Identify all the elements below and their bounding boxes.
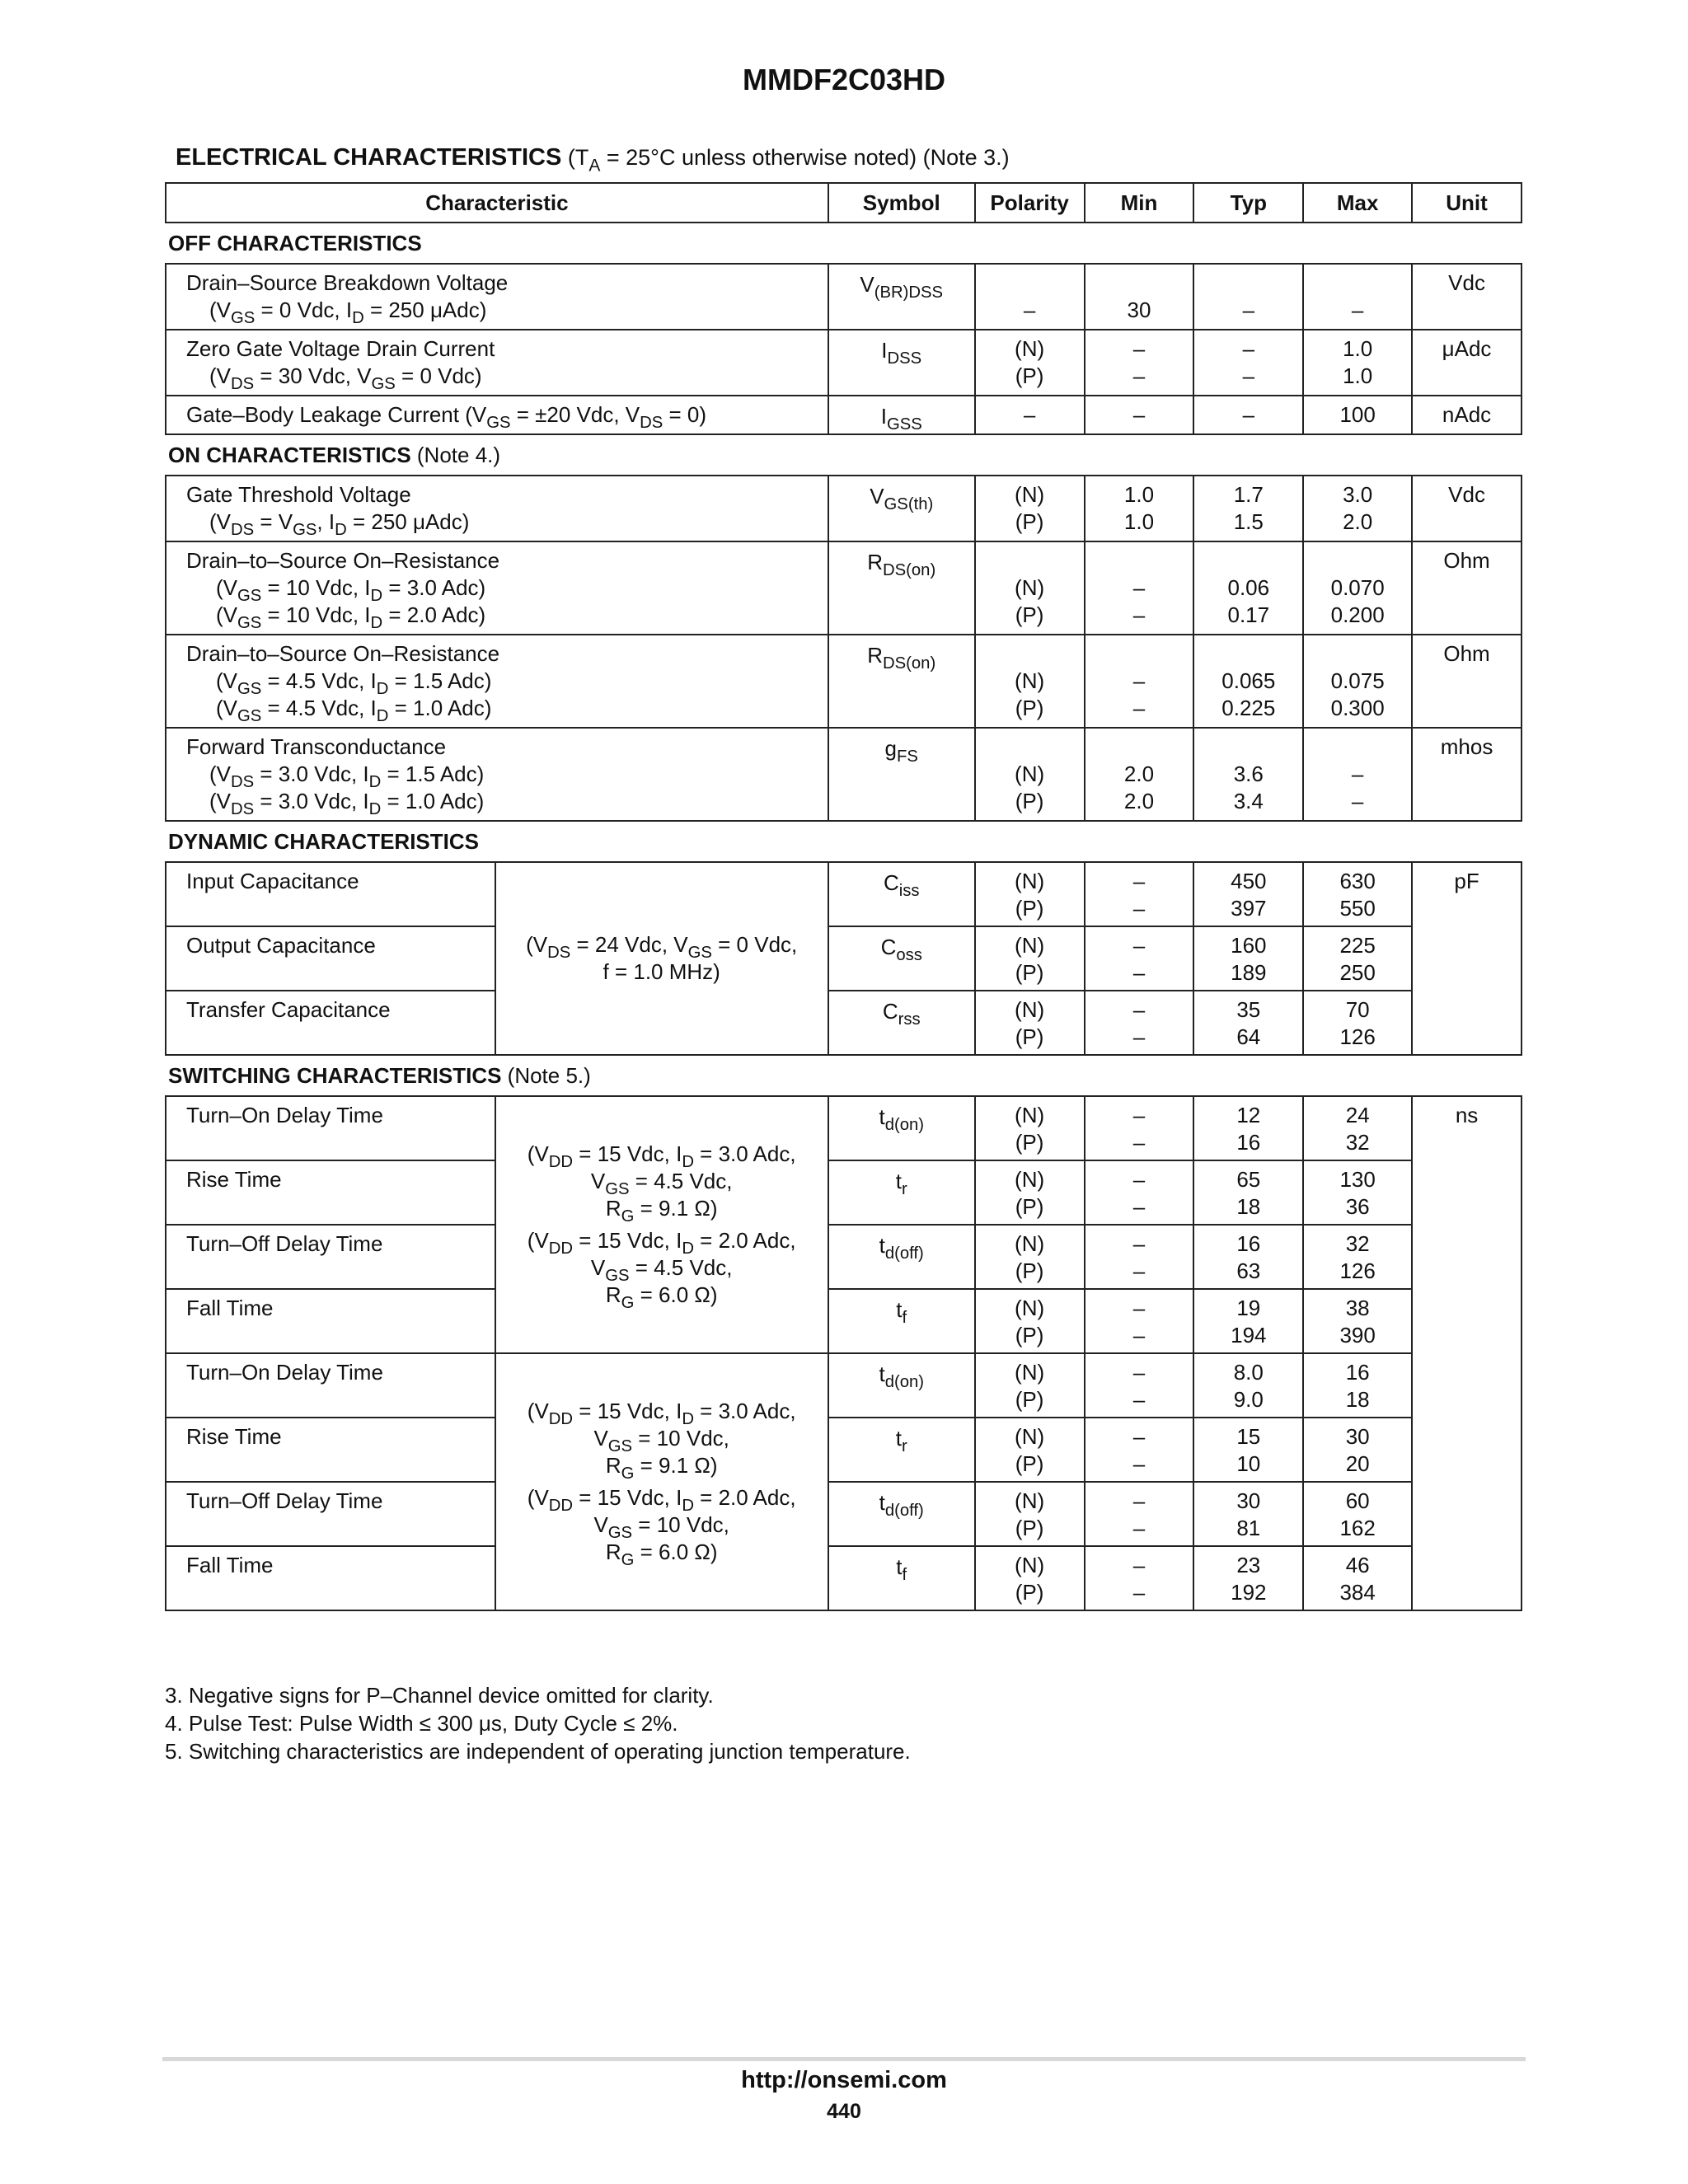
min-cell: 1.0 1.0 bbox=[1085, 476, 1194, 541]
max-cell: 100 bbox=[1303, 396, 1412, 434]
unit-cell: Vdc bbox=[1412, 476, 1522, 541]
table-header-row bbox=[166, 183, 1522, 223]
unit-cell: Ohm bbox=[1412, 541, 1522, 635]
typ-cell: 1.7 1.5 bbox=[1193, 476, 1303, 541]
min-cell: – – bbox=[1085, 926, 1194, 991]
document-title: MMDF2C03HD bbox=[742, 63, 946, 96]
min-cell: – – bbox=[1085, 1546, 1194, 1610]
polarity-cell: (N) (P) bbox=[975, 1482, 1085, 1546]
section-row-on bbox=[166, 434, 1522, 476]
max-cell: 24 32 bbox=[1303, 1096, 1412, 1160]
max-cell: 1.0 1.0 bbox=[1303, 330, 1412, 396]
test-condition-cell: ($V_{DS} = 24$ Vdc, $V_{GS} = 0$ Vdc, f = 1.0 MHz) bbox=[495, 862, 828, 1055]
column-header-unit: Unit bbox=[1412, 183, 1522, 223]
typ-cell: – bbox=[1193, 396, 1303, 434]
min-cell: – – bbox=[1085, 1096, 1194, 1160]
polarity-cell: (N) (P) bbox=[975, 926, 1085, 991]
symbol-cell: $C_{rss}$ bbox=[828, 991, 975, 1055]
min-cell: 30 bbox=[1085, 264, 1194, 330]
typ-cell: – – bbox=[1193, 330, 1303, 396]
section-row-off bbox=[166, 223, 1522, 264]
symbol-cell: $t_{d(on)}$ bbox=[828, 1353, 975, 1418]
table-row bbox=[166, 1160, 1522, 1225]
symbol-cell: $R_{DS(on)}$ bbox=[828, 635, 975, 728]
characteristic-cell: Turn–Off Delay Time bbox=[166, 1482, 495, 1546]
characteristic-cell: Output Capacitance bbox=[166, 926, 495, 991]
symbol-cell: $V_{GS(th)}$ bbox=[828, 476, 975, 541]
table-row bbox=[166, 1096, 1522, 1160]
unit-cell: Ohm bbox=[1412, 635, 1522, 728]
characteristic-cell: Zero Gate Voltage Drain Current ($V_{DS} = 30$ Vdc, $V_{GS} = 0$ Vdc) bbox=[166, 330, 828, 396]
table-row bbox=[166, 264, 1522, 330]
characteristic-cell: Gate–Body Leakage Current ($V_{GS} = \pm 20$ Vdc, $V_{DS} = 0$) bbox=[166, 396, 828, 434]
column-header-typ: Typ bbox=[1193, 183, 1303, 223]
unit-cell: nAdc bbox=[1412, 396, 1522, 434]
typ-cell: 30 81 bbox=[1193, 1482, 1303, 1546]
polarity-cell: (N) (P) bbox=[975, 1546, 1085, 1610]
page-number: 440 bbox=[827, 2100, 861, 2123]
min-cell: – – bbox=[1085, 1353, 1194, 1418]
typ-cell: 35 64 bbox=[1193, 991, 1303, 1055]
table-row bbox=[166, 1546, 1522, 1610]
footer-divider bbox=[162, 2057, 1526, 2061]
polarity-cell: (N) (P) bbox=[975, 1225, 1085, 1289]
min-cell: – – bbox=[1085, 635, 1194, 728]
polarity-cell: (N) (P) bbox=[975, 635, 1085, 728]
typ-cell: 3.6 3.4 bbox=[1193, 728, 1303, 821]
footnote: 4. Pulse Test: Pulse Width ≤ 300 μs, Duty Cycle ≤ 2%. bbox=[165, 1711, 678, 1736]
symbol-cell: $t_f$ bbox=[828, 1289, 975, 1353]
characteristic-cell: Turn–On Delay Time bbox=[166, 1353, 495, 1418]
polarity-cell: (N) (P) bbox=[975, 1096, 1085, 1160]
unit-cell: pF bbox=[1412, 862, 1522, 1055]
typ-cell: 12 16 bbox=[1193, 1096, 1303, 1160]
characteristic-cell: Input Capacitance bbox=[166, 862, 495, 926]
polarity-cell: (N) (P) bbox=[975, 541, 1085, 635]
min-cell: – – bbox=[1085, 862, 1194, 926]
symbol-cell: $g_{FS}$ bbox=[828, 728, 975, 821]
max-cell: 0.070 0.200 bbox=[1303, 541, 1412, 635]
max-cell: 60 162 bbox=[1303, 1482, 1412, 1546]
column-header-symbol: Symbol bbox=[828, 183, 975, 223]
polarity-cell: (N) (P) bbox=[975, 1353, 1085, 1418]
characteristic-cell: Turn–On Delay Time bbox=[166, 1096, 495, 1160]
max-cell: 130 36 bbox=[1303, 1160, 1412, 1225]
typ-cell: 160 189 bbox=[1193, 926, 1303, 991]
typ-cell: 0.06 0.17 bbox=[1193, 541, 1303, 635]
polarity-cell: (N) (P) bbox=[975, 862, 1085, 926]
column-header-min: Min bbox=[1085, 183, 1194, 223]
table-row bbox=[166, 476, 1522, 541]
characteristic-cell: Transfer Capacitance bbox=[166, 991, 495, 1055]
max-cell: 0.075 0.300 bbox=[1303, 635, 1412, 728]
max-cell: 70 126 bbox=[1303, 991, 1412, 1055]
polarity-cell: (N) (P) bbox=[975, 1418, 1085, 1482]
max-cell: – bbox=[1303, 264, 1412, 330]
table-row bbox=[166, 1482, 1522, 1546]
min-cell: – – bbox=[1085, 1225, 1194, 1289]
table-row bbox=[166, 1289, 1522, 1353]
polarity-cell: (N) (P) bbox=[975, 1289, 1085, 1353]
section-title: OFF CHARACTERISTICS bbox=[166, 223, 1522, 264]
table-row bbox=[166, 330, 1522, 396]
section-title: ON CHARACTERISTICS (Note 4.) bbox=[166, 434, 1522, 476]
section-title: SWITCHING CHARACTERISTICS (Note 5.) bbox=[166, 1055, 1522, 1096]
min-cell: – bbox=[1085, 396, 1194, 434]
symbol-cell: $t_r$ bbox=[828, 1160, 975, 1225]
min-cell: – – bbox=[1085, 1160, 1194, 1225]
characteristic-cell: Drain–to–Source On–Resistance ($V_{GS} = 10$ Vdc, $I_D = 3.0$ Adc) ($V_{GS} = 10$ Vdc, $I_D = 2.0$ Adc) bbox=[166, 541, 828, 635]
section-title: DYNAMIC CHARACTERISTICS bbox=[166, 821, 1522, 862]
footnote: 3. Negative signs for P–Channel device omitted for clarity. bbox=[165, 1683, 714, 1708]
min-cell: – – bbox=[1085, 1418, 1194, 1482]
max-cell: 32 126 bbox=[1303, 1225, 1412, 1289]
characteristic-cell: Rise Time bbox=[166, 1418, 495, 1482]
test-condition-cell: ($V_{DD} = 15$ Vdc, $I_D = 3.0$ Adc, $V_{GS} = 4.5$ Vdc, $R_G = 9.1$ Ω) ($V_{DD} = 15$ Vdc, $I_D = 2.0$ Adc, $V_{GS} = 4.5$ Vdc, $R_G = 6.0$ Ω) bbox=[495, 1096, 828, 1353]
min-cell: 2.0 2.0 bbox=[1085, 728, 1194, 821]
polarity-cell: – bbox=[975, 264, 1085, 330]
min-cell: – – bbox=[1085, 1482, 1194, 1546]
characteristic-cell: Drain–to–Source On–Resistance ($V_{GS} = 4.5$ Vdc, $I_D = 1.5$ Adc) ($V_{GS} = 4.5$ Vdc, $I_D = 1.0$ Adc) bbox=[166, 635, 828, 728]
symbol-cell: $C_{oss}$ bbox=[828, 926, 975, 991]
table-row bbox=[166, 541, 1522, 635]
typ-cell: 23 192 bbox=[1193, 1546, 1303, 1610]
section-row-dynamic bbox=[166, 821, 1522, 862]
polarity-cell: (N) (P) bbox=[975, 330, 1085, 396]
typ-cell: 450 397 bbox=[1193, 862, 1303, 926]
table-row bbox=[166, 926, 1522, 991]
table-row bbox=[166, 396, 1522, 434]
max-cell: 630 550 bbox=[1303, 862, 1412, 926]
table-heading-conditions: ($T_A = 25^\circ C$ unless otherwise noted) (Note 3.) bbox=[567, 145, 1010, 176]
table-heading-title: ELECTRICAL CHARACTERISTICS bbox=[176, 144, 562, 171]
max-cell: 225 250 bbox=[1303, 926, 1412, 991]
table-row bbox=[166, 1225, 1522, 1289]
max-cell: 3.0 2.0 bbox=[1303, 476, 1412, 541]
polarity-cell: (N) (P) bbox=[975, 991, 1085, 1055]
min-cell: – – bbox=[1085, 991, 1194, 1055]
characteristic-cell: Drain–Source Breakdown Voltage ($V_{GS} = 0$ Vdc, $I_D = 250$ μAdc) bbox=[166, 264, 828, 330]
min-cell: – – bbox=[1085, 1289, 1194, 1353]
symbol-cell: $t_{d(off)}$ bbox=[828, 1225, 975, 1289]
footer-url-link[interactable]: http://onsemi.com bbox=[741, 2067, 947, 2093]
symbol-cell: $C_{iss}$ bbox=[828, 862, 975, 926]
table-row bbox=[166, 1353, 1522, 1418]
symbol-cell: $V_{(BR)DSS}$ bbox=[828, 264, 975, 330]
typ-cell: 8.0 9.0 bbox=[1193, 1353, 1303, 1418]
table-row bbox=[166, 1418, 1522, 1482]
unit-cell: Vdc bbox=[1412, 264, 1522, 330]
typ-cell: 16 63 bbox=[1193, 1225, 1303, 1289]
symbol-cell: $t_{d(off)}$ bbox=[828, 1482, 975, 1546]
column-header-characteristic: Characteristic bbox=[166, 183, 828, 223]
max-cell: – – bbox=[1303, 728, 1412, 821]
characteristic-cell: Fall Time bbox=[166, 1289, 495, 1353]
table-row bbox=[166, 728, 1522, 821]
characteristic-cell: Gate Threshold Voltage ($V_{DS} = V_{GS}$, $I_D = 250$ μAdc) bbox=[166, 476, 828, 541]
typ-cell: 0.065 0.225 bbox=[1193, 635, 1303, 728]
polarity-cell: – bbox=[975, 396, 1085, 434]
test-condition-cell: ($V_{DD} = 15$ Vdc, $I_D = 3.0$ Adc, $V_{GS} = 10$ Vdc, $R_G = 9.1$ Ω) ($V_{DD} = 15$ Vdc, $I_D = 2.0$ Adc, $V_{GS} = 10$ Vdc, $R_G = 6.0$ Ω) bbox=[495, 1353, 828, 1610]
max-cell: 38 390 bbox=[1303, 1289, 1412, 1353]
column-header-max: Max bbox=[1303, 183, 1412, 223]
electrical-characteristics-table bbox=[165, 182, 1522, 1611]
column-header-polarity: Polarity bbox=[975, 183, 1085, 223]
symbol-cell: $I_{GSS}$ bbox=[828, 396, 975, 434]
characteristic-cell: Forward Transconductance ($V_{DS} = 3.0$ Vdc, $I_D = 1.5$ Adc) ($V_{DS} = 3.0$ Vdc, $I_D = 1.0$ Adc) bbox=[166, 728, 828, 821]
typ-cell: 19 194 bbox=[1193, 1289, 1303, 1353]
max-cell: 30 20 bbox=[1303, 1418, 1412, 1482]
symbol-cell: $R_{DS(on)}$ bbox=[828, 541, 975, 635]
table-row bbox=[166, 635, 1522, 728]
table-row bbox=[166, 862, 1522, 926]
table-heading bbox=[176, 144, 1010, 176]
min-cell: – – bbox=[1085, 330, 1194, 396]
symbol-cell: $t_{d(on)}$ bbox=[828, 1096, 975, 1160]
unit-cell: mhos bbox=[1412, 728, 1522, 821]
max-cell: 46 384 bbox=[1303, 1546, 1412, 1610]
footnote: 5. Switching characteristics are independent of operating junction temperature. bbox=[165, 1739, 911, 1764]
symbol-cell: $t_r$ bbox=[828, 1418, 975, 1482]
symbol-cell: $I_{DSS}$ bbox=[828, 330, 975, 396]
characteristic-cell: Fall Time bbox=[166, 1546, 495, 1610]
polarity-cell: (N) (P) bbox=[975, 476, 1085, 541]
characteristic-cell: Turn–Off Delay Time bbox=[166, 1225, 495, 1289]
footnotes bbox=[165, 1681, 911, 1765]
typ-cell: 15 10 bbox=[1193, 1418, 1303, 1482]
min-cell: – – bbox=[1085, 541, 1194, 635]
table-row bbox=[166, 991, 1522, 1055]
polarity-cell: (N) (P) bbox=[975, 728, 1085, 821]
max-cell: 16 18 bbox=[1303, 1353, 1412, 1418]
typ-cell: – bbox=[1193, 264, 1303, 330]
section-row-switching bbox=[166, 1055, 1522, 1096]
polarity-cell: (N) (P) bbox=[975, 1160, 1085, 1225]
unit-cell: ns bbox=[1412, 1096, 1522, 1610]
characteristic-cell: Rise Time bbox=[166, 1160, 495, 1225]
symbol-cell: $t_f$ bbox=[828, 1546, 975, 1610]
typ-cell: 65 18 bbox=[1193, 1160, 1303, 1225]
unit-cell: μAdc bbox=[1412, 330, 1522, 396]
